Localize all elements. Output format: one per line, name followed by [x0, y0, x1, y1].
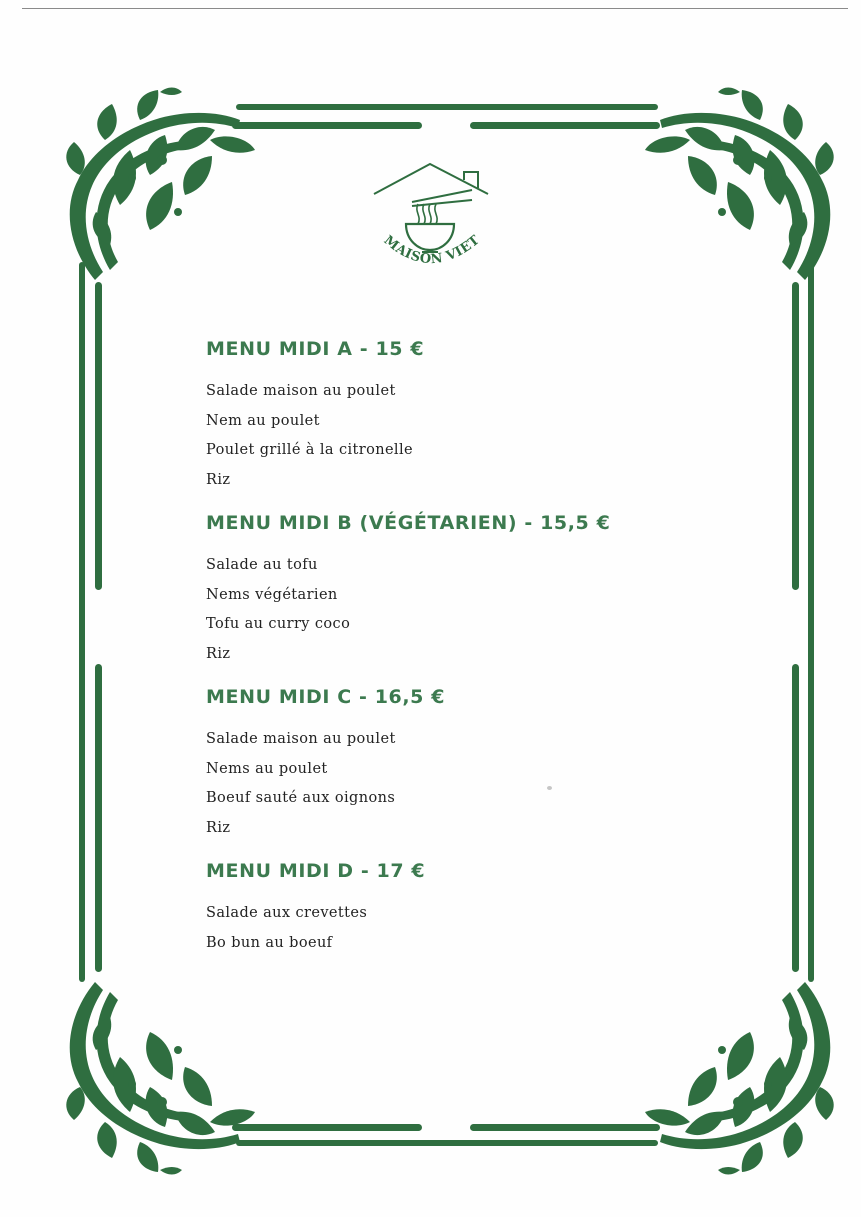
menu-item: Salade aux crevettes [206, 905, 368, 921]
menu-item: Salade au tofu [206, 557, 318, 573]
menu-item: Riz [206, 471, 231, 488]
menu-items [206, 899, 706, 958]
menu-section [206, 684, 706, 843]
menu-item: Poulet grillé à la citronelle [206, 442, 413, 458]
menu-section [206, 336, 706, 495]
menu-section-title: MENU MIDI B (VÉGÉTARIEN) - 15,5 € [206, 512, 611, 534]
menu-item: Riz [206, 819, 231, 836]
menu-items [206, 377, 706, 495]
scan-smudge [547, 786, 552, 790]
menu-section-title: MENU MIDI D - 17 € [206, 860, 426, 882]
menu-item: Riz [206, 645, 231, 662]
menu-item: Nem au poulet [206, 412, 320, 429]
menu-section-title: MENU MIDI A - 15 € [206, 338, 425, 360]
corner-ornament-bottom-right [645, 982, 834, 1175]
menu-items [206, 551, 706, 669]
menu-section-title: MENU MIDI C - 16,5 € [206, 686, 446, 708]
menu-section [206, 858, 706, 958]
menu-item: Nems végétarien [206, 586, 338, 603]
menu-list [206, 336, 706, 973]
menu-item: Tofu au curry coco [206, 616, 351, 632]
menu-item: Boeuf sauté aux oignons [206, 790, 396, 806]
menu-item: Bo bun au boeuf [206, 934, 333, 951]
noodle-bowl-house-icon [372, 160, 490, 285]
menu-item: Salade maison au poulet [206, 731, 396, 747]
menu-items [206, 725, 706, 843]
corner-ornament-bottom-left [66, 982, 255, 1175]
menu-item: Nems au poulet [206, 760, 328, 777]
menu-section [206, 510, 706, 669]
brand-text: MAISON VIET [380, 232, 483, 268]
menu-item: Salade maison au poulet [206, 383, 396, 399]
maison-viet-logo [372, 160, 490, 285]
corner-ornament-top-right [645, 88, 834, 281]
corner-ornament-top-left [66, 88, 255, 281]
